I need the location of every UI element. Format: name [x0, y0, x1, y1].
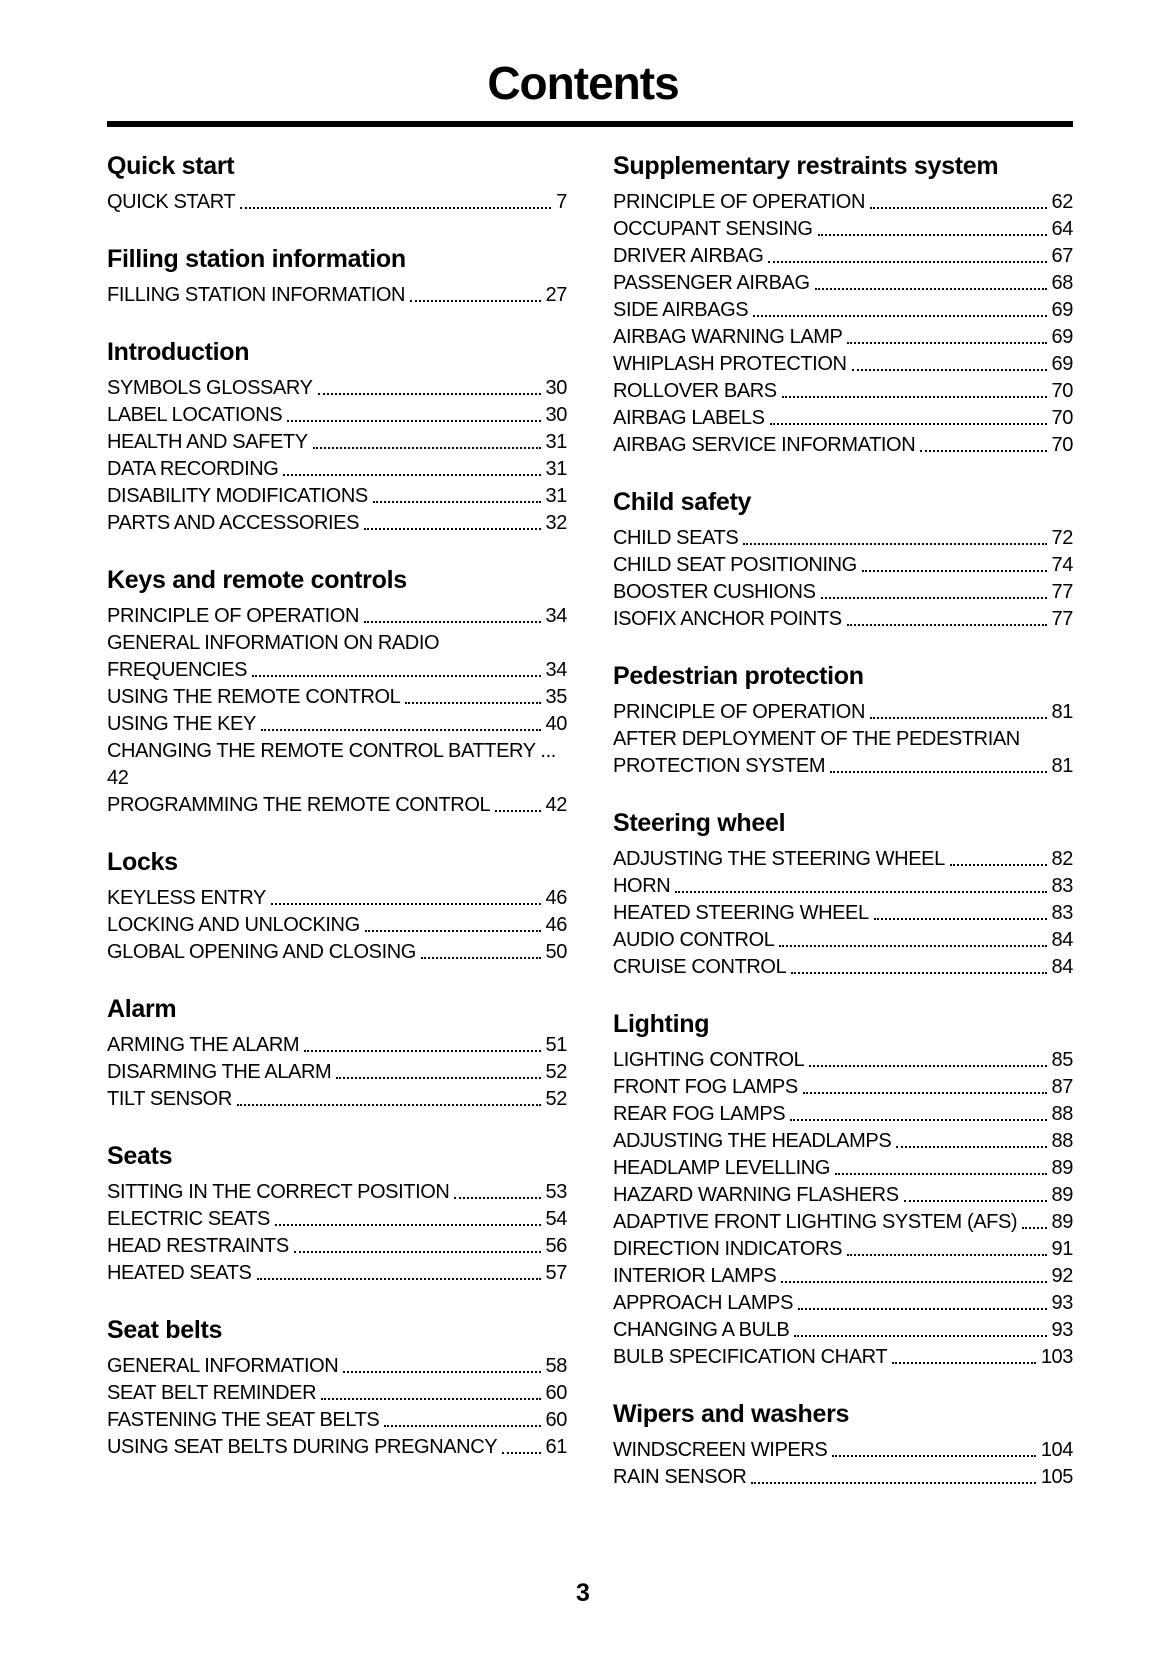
entry-title: PRINCIPLE OF OPERATION — [613, 701, 865, 723]
toc-entry-row — [613, 697, 1073, 724]
entry-title: USING THE KEY — [107, 713, 256, 735]
entry-page-number: 64 — [1051, 218, 1073, 240]
entry-title: AUDIO CONTROL — [613, 929, 775, 951]
leader-dots — [283, 474, 540, 476]
entry-title: ISOFIX ANCHOR POINTS — [613, 608, 842, 630]
toc-entry-row — [613, 430, 1073, 457]
section-heading: Introduction — [107, 338, 250, 366]
section-heading: Seat belts — [107, 1316, 223, 1344]
toc-entry-row — [107, 682, 567, 709]
entry-page-number: 46 — [545, 914, 567, 936]
entry-page-number: 46 — [545, 887, 567, 909]
entry-page-number: 70 — [1051, 407, 1073, 429]
entry-title: CHANGING THE REMOTE CONTROL BATTERY ... — [107, 740, 556, 762]
leader-dots — [832, 1455, 1036, 1457]
leader-dots — [495, 810, 540, 812]
entry-page-number: 69 — [1051, 326, 1073, 348]
leader-dots — [252, 675, 540, 677]
toc-column-right — [613, 127, 1073, 1489]
entry-page-number: 87 — [1051, 1076, 1073, 1098]
toc-entry-row — [107, 883, 567, 910]
toc-entry-row — [613, 376, 1073, 403]
entry-title: SITTING IN THE CORRECT POSITION — [107, 1181, 450, 1203]
entry-title: FRONT FOG LAMPS — [613, 1076, 798, 1098]
entry-title: WHIPLASH PROTECTION — [613, 353, 847, 375]
entry-title: SEAT BELT REMINDER — [107, 1382, 317, 1404]
entry-page-number: 92 — [1051, 1265, 1073, 1287]
entry-title: BOOSTER CUSHIONS — [613, 581, 816, 603]
toc-entry-row — [107, 280, 567, 307]
entry-title: USING THE REMOTE CONTROL — [107, 686, 401, 708]
toc-entry-row — [613, 1153, 1073, 1180]
leader-dots — [892, 1362, 1036, 1364]
entry-title: USING SEAT BELTS DURING PREGNANCY — [107, 1436, 498, 1458]
leader-dots — [743, 543, 1046, 545]
toc-entry-row — [613, 1234, 1073, 1261]
entry-page-number: 62 — [1051, 191, 1073, 213]
entry-title: CRUISE CONTROL — [613, 956, 787, 978]
entry-title: AIRBAG SERVICE INFORMATION — [613, 434, 916, 456]
entry-title: ADJUSTING THE STEERING WHEEL — [613, 848, 945, 870]
leader-dots — [791, 972, 1046, 974]
entry-page-number: 68 — [1051, 272, 1073, 294]
leader-dots — [294, 1251, 541, 1253]
leader-dots — [896, 1146, 1046, 1148]
toc-entry-row — [107, 763, 567, 790]
toc-section — [613, 487, 1073, 631]
toc-entry-row — [613, 1288, 1073, 1315]
leader-dots — [240, 207, 551, 209]
toc-section — [107, 151, 567, 214]
entry-page-number: 81 — [1051, 755, 1073, 777]
entry-page-number: 60 — [545, 1382, 567, 1404]
leader-dots — [753, 315, 1046, 317]
leader-dots — [794, 1335, 1046, 1337]
entry-title: DATA RECORDING — [107, 458, 279, 480]
entry-title: WINDSCREEN WIPERS — [613, 1439, 828, 1461]
toc-entry-row — [107, 1231, 567, 1258]
entry-title: HEATED SEATS — [107, 1262, 252, 1284]
entry-page-number: 30 — [545, 404, 567, 426]
entry-page-number: 85 — [1051, 1049, 1073, 1071]
leader-dots — [815, 288, 1047, 290]
entry-page-number: 52 — [545, 1088, 567, 1110]
entry-page-number: 83 — [1051, 902, 1073, 924]
toc-entry-row — [613, 1342, 1073, 1369]
toc-entry-row — [107, 508, 567, 535]
toc-entry-row — [107, 736, 567, 763]
entry-title: FASTENING THE SEAT BELTS — [107, 1409, 380, 1431]
toc-entry-row — [107, 400, 567, 427]
toc-entry-row — [613, 844, 1073, 871]
entry-title: SIDE AIRBAGS — [613, 299, 749, 321]
toc-entry-row — [613, 1099, 1073, 1126]
entry-page-number: 53 — [545, 1181, 567, 1203]
toc-entry-row — [613, 349, 1073, 376]
leader-dots — [790, 1119, 1046, 1121]
entry-title: DRIVER AIRBAG — [613, 245, 764, 267]
entry-page-number: 67 — [1051, 245, 1073, 267]
entry-title: FREQUENCIES — [107, 659, 248, 681]
entry-title: LABEL LOCATIONS — [107, 404, 283, 426]
entry-page-number: 50 — [545, 941, 567, 963]
leader-dots — [454, 1197, 540, 1199]
toc-entry-row — [613, 751, 1073, 778]
entry-title: HEALTH AND SAFETY — [107, 431, 308, 453]
leader-dots — [257, 1278, 541, 1280]
entry-title: HEATED STEERING WHEEL — [613, 902, 869, 924]
entry-title: 42 — [107, 767, 129, 789]
entry-title: PARTS AND ACCESSORIES — [107, 512, 360, 534]
entry-title: BULB SPECIFICATION CHART — [613, 1346, 888, 1368]
toc-entry-row — [613, 604, 1073, 631]
entry-title: PASSENGER AIRBAG — [613, 272, 810, 294]
entry-title: DIRECTION INDICATORS — [613, 1238, 843, 1260]
toc-entry-row — [613, 577, 1073, 604]
entry-title: PRINCIPLE OF OPERATION — [107, 605, 359, 627]
entry-page-number: 27 — [545, 284, 567, 306]
entry-page-number: 30 — [545, 377, 567, 399]
toc-entry-row — [613, 550, 1073, 577]
toc-entry-row — [613, 724, 1073, 751]
entry-title: AIRBAG LABELS — [613, 407, 765, 429]
toc-section — [107, 1141, 567, 1285]
leader-dots — [405, 702, 540, 704]
toc-entry-row — [107, 427, 567, 454]
toc-entry-row — [107, 373, 567, 400]
entry-title: ADJUSTING THE HEADLAMPS — [613, 1130, 892, 1152]
entry-page-number: 84 — [1051, 929, 1073, 951]
entry-page-number: 61 — [545, 1436, 567, 1458]
leader-dots — [275, 1224, 541, 1226]
leader-dots — [870, 207, 1047, 209]
section-heading: Pedestrian protection — [613, 662, 864, 690]
toc-entry-row — [107, 628, 567, 655]
entry-title: PROTECTION SYSTEM — [613, 755, 826, 777]
toc-section — [613, 1009, 1073, 1369]
section-heading: Supplementary restraints system — [613, 152, 999, 180]
entry-page-number: 84 — [1051, 956, 1073, 978]
toc-entry-row — [107, 1084, 567, 1111]
entry-page-number: 60 — [545, 1409, 567, 1431]
entry-page-number: 93 — [1051, 1319, 1073, 1341]
entry-title: CHANGING A BULB — [613, 1319, 790, 1341]
toc-section — [613, 151, 1073, 457]
entry-page-number: 69 — [1051, 353, 1073, 375]
entry-title: QUICK START — [107, 191, 236, 213]
toc-entry-row — [107, 1030, 567, 1057]
leader-dots — [751, 1482, 1035, 1484]
toc-entry-row — [107, 1378, 567, 1405]
leader-dots — [950, 864, 1047, 866]
toc-entry-row — [107, 1432, 567, 1459]
toc-entry-row — [613, 952, 1073, 979]
entry-page-number: 72 — [1051, 527, 1073, 549]
toc-section — [107, 244, 567, 307]
leader-dots — [847, 624, 1047, 626]
toc-columns — [107, 127, 1073, 1489]
entry-title: CHILD SEATS — [613, 527, 739, 549]
section-heading: Filling station information — [107, 245, 406, 273]
toc-entry-row — [613, 898, 1073, 925]
leader-dots — [318, 393, 541, 395]
toc-entry-row — [613, 268, 1073, 295]
leader-dots — [904, 1200, 1047, 1202]
leader-dots — [821, 597, 1047, 599]
toc-entry-row — [613, 1180, 1073, 1207]
toc-entry-row — [107, 187, 567, 214]
footer-page-number: 3 — [576, 1579, 590, 1607]
entry-title: FILLING STATION INFORMATION — [107, 284, 406, 306]
entry-title: INTERIOR LAMPS — [613, 1265, 777, 1287]
section-heading: Child safety — [613, 488, 752, 516]
leader-dots — [809, 1065, 1046, 1067]
toc-entry-row — [107, 709, 567, 736]
leader-dots — [818, 234, 1047, 236]
entry-title: REAR FOG LAMPS — [613, 1103, 786, 1125]
leader-dots — [502, 1452, 540, 1454]
entry-title: OCCUPANT SENSING — [613, 218, 813, 240]
toc-entry-row — [107, 1351, 567, 1378]
toc-section — [107, 1315, 567, 1459]
section-heading: Lighting — [613, 1010, 710, 1038]
leader-dots — [313, 447, 541, 449]
entry-page-number: 34 — [545, 605, 567, 627]
leader-dots — [830, 771, 1046, 773]
section-heading: Seats — [107, 1142, 173, 1170]
entry-page-number: 81 — [1051, 701, 1073, 723]
toc-entry-row — [613, 214, 1073, 241]
leader-dots — [373, 501, 541, 503]
entry-page-number: 42 — [545, 794, 567, 816]
entry-title: CHILD SEAT POSITIONING — [613, 554, 857, 576]
toc-entry-row — [107, 1204, 567, 1231]
entry-page-number: 31 — [545, 431, 567, 453]
entry-page-number: 32 — [545, 512, 567, 534]
toc-entry-row — [613, 1315, 1073, 1342]
toc-entry-row — [613, 523, 1073, 550]
toc-section — [107, 847, 567, 964]
section-heading: Keys and remote controls — [107, 566, 407, 594]
entry-page-number: 82 — [1051, 848, 1073, 870]
leader-dots — [1022, 1227, 1046, 1229]
entry-title: PRINCIPLE OF OPERATION — [613, 191, 865, 213]
leader-dots — [364, 528, 540, 530]
entry-page-number: 77 — [1051, 581, 1073, 603]
entry-page-number: 88 — [1051, 1103, 1073, 1125]
entry-title: DISARMING THE ALARM — [107, 1061, 332, 1083]
section-heading: Wipers and washers — [613, 1400, 850, 1428]
entry-title: APPROACH LAMPS — [613, 1292, 794, 1314]
section-heading: Steering wheel — [613, 809, 786, 837]
entry-page-number: 54 — [545, 1208, 567, 1230]
leader-dots — [847, 342, 1046, 344]
toc-entry-row — [107, 655, 567, 682]
toc-entry-row — [613, 1261, 1073, 1288]
leader-dots — [365, 930, 541, 932]
toc-column-left — [107, 127, 567, 1459]
leader-dots — [852, 369, 1047, 371]
toc-entry-row — [107, 1057, 567, 1084]
toc-entry-row — [613, 322, 1073, 349]
toc-entry-row — [613, 403, 1073, 430]
entry-page-number: 56 — [545, 1235, 567, 1257]
leader-dots — [862, 570, 1047, 572]
entry-title: HAZARD WARNING FLASHERS — [613, 1184, 899, 1206]
entry-page-number: 103 — [1040, 1346, 1073, 1368]
toc-section — [107, 994, 567, 1111]
section-heading: Locks — [107, 848, 178, 876]
entry-title: GENERAL INFORMATION — [107, 1355, 339, 1377]
entry-page-number: 70 — [1051, 434, 1073, 456]
entry-page-number: 40 — [545, 713, 567, 735]
toc-entry-row — [107, 937, 567, 964]
leader-dots — [271, 903, 541, 905]
toc-entry-row — [107, 1258, 567, 1285]
entry-page-number: 69 — [1051, 299, 1073, 321]
entry-title: LIGHTING CONTROL — [613, 1049, 805, 1071]
entry-page-number: 35 — [545, 686, 567, 708]
toc-entry-row — [613, 295, 1073, 322]
toc-section — [613, 1399, 1073, 1489]
leader-dots — [803, 1092, 1047, 1094]
entry-title: TILT SENSOR — [107, 1088, 232, 1110]
section-heading: Alarm — [107, 995, 177, 1023]
toc-entry-row — [613, 1462, 1073, 1489]
entry-page-number: 58 — [545, 1355, 567, 1377]
entry-page-number: 88 — [1051, 1130, 1073, 1152]
entry-title: HEADLAMP LEVELLING — [613, 1157, 830, 1179]
toc-entry-row — [613, 1072, 1073, 1099]
entry-page-number: 7 — [556, 191, 567, 213]
entry-page-number: 105 — [1040, 1466, 1073, 1488]
entry-title: ADAPTIVE FRONT LIGHTING SYSTEM (AFS) — [613, 1211, 1018, 1233]
toc-entry-row — [613, 925, 1073, 952]
leader-dots — [835, 1173, 1047, 1175]
entry-page-number: 83 — [1051, 875, 1073, 897]
leader-dots — [364, 621, 541, 623]
entry-title: AFTER DEPLOYMENT OF THE PEDESTRIAN — [613, 728, 1020, 750]
entry-title: ARMING THE ALARM — [107, 1034, 300, 1056]
leader-dots — [782, 396, 1047, 398]
leader-dots — [870, 717, 1047, 719]
toc-entry-row — [107, 910, 567, 937]
entry-title: HORN — [613, 875, 671, 897]
toc-entry-row — [107, 1177, 567, 1204]
toc-entry-row — [107, 1405, 567, 1432]
entry-page-number: 89 — [1051, 1184, 1073, 1206]
leader-dots — [261, 729, 541, 731]
entry-page-number: 91 — [1051, 1238, 1073, 1260]
toc-entry-row — [107, 601, 567, 628]
entry-page-number: 57 — [545, 1262, 567, 1284]
leader-dots — [321, 1398, 540, 1400]
toc-entry-row — [613, 871, 1073, 898]
entry-title: SYMBOLS GLOSSARY — [107, 377, 313, 399]
toc-entry-row — [613, 187, 1073, 214]
entry-title: RAIN SENSOR — [613, 1466, 747, 1488]
leader-dots — [675, 891, 1046, 893]
leader-dots — [410, 300, 540, 302]
leader-dots — [770, 423, 1047, 425]
entry-page-number: 77 — [1051, 608, 1073, 630]
entry-title: DISABILITY MODIFICATIONS — [107, 485, 368, 507]
section-heading: Quick start — [107, 152, 235, 180]
entry-title: GENERAL INFORMATION ON RADIO — [107, 632, 440, 654]
leader-dots — [874, 918, 1047, 920]
entry-page-number: 34 — [545, 659, 567, 681]
leader-dots — [779, 945, 1046, 947]
leader-dots — [343, 1371, 540, 1373]
entry-page-number: 104 — [1040, 1439, 1073, 1461]
leader-dots — [304, 1050, 540, 1052]
leader-dots — [920, 450, 1046, 452]
leader-dots — [336, 1077, 540, 1079]
entry-title: LOCKING AND UNLOCKING — [107, 914, 360, 936]
toc-entry-row — [613, 1045, 1073, 1072]
entry-page-number: 93 — [1051, 1292, 1073, 1314]
toc-entry-row — [107, 790, 567, 817]
entry-page-number: 70 — [1051, 380, 1073, 402]
entry-page-number: 31 — [545, 485, 567, 507]
toc-section — [613, 661, 1073, 778]
entry-title: ROLLOVER BARS — [613, 380, 777, 402]
entry-page-number: 52 — [545, 1061, 567, 1083]
entry-title: PROGRAMMING THE REMOTE CONTROL — [107, 794, 491, 816]
entry-title: GLOBAL OPENING AND CLOSING — [107, 941, 416, 963]
entry-page-number: 89 — [1051, 1157, 1073, 1179]
toc-section — [107, 565, 567, 817]
toc-entry-row — [613, 1207, 1073, 1234]
leader-dots — [421, 957, 541, 959]
leader-dots — [287, 420, 540, 422]
toc-entry-row — [613, 1435, 1073, 1462]
entry-page-number: 89 — [1051, 1211, 1073, 1233]
toc-section — [613, 808, 1073, 979]
entry-title: KEYLESS ENTRY — [107, 887, 266, 909]
entry-page-number: 74 — [1051, 554, 1073, 576]
toc-entry-row — [107, 481, 567, 508]
leader-dots — [781, 1281, 1046, 1283]
entry-page-number: 51 — [545, 1034, 567, 1056]
leader-dots — [798, 1308, 1047, 1310]
entry-title: HEAD RESTRAINTS — [107, 1235, 289, 1257]
toc-entry-row — [107, 454, 567, 481]
leader-dots — [384, 1425, 540, 1427]
page-title: Contents — [487, 57, 679, 109]
toc-entry-row — [613, 241, 1073, 268]
entry-title: AIRBAG WARNING LAMP — [613, 326, 843, 348]
leader-dots — [847, 1254, 1046, 1256]
leader-dots — [768, 261, 1046, 263]
leader-dots — [237, 1104, 541, 1106]
toc-section — [107, 337, 567, 535]
entry-title: ELECTRIC SEATS — [107, 1208, 270, 1230]
entry-page-number: 31 — [545, 458, 567, 480]
toc-entry-row — [613, 1126, 1073, 1153]
